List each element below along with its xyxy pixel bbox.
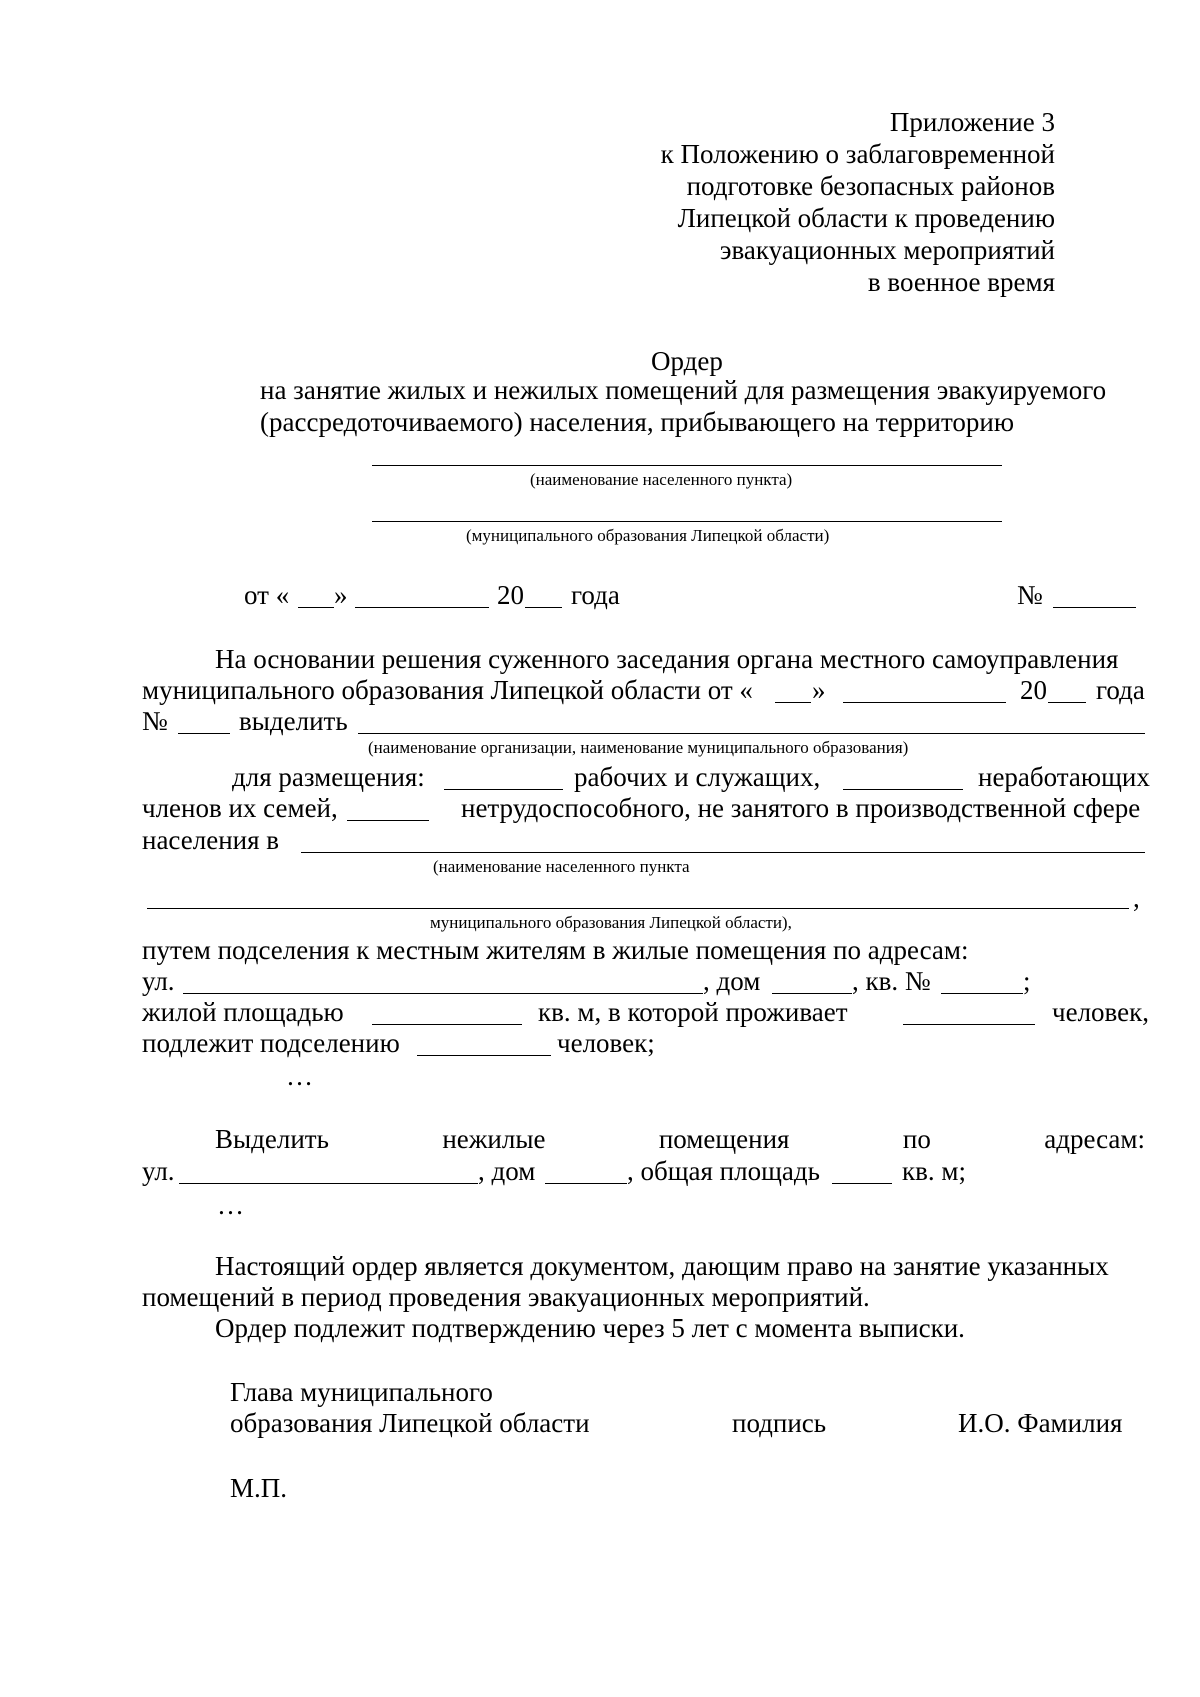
p4-line-1 [215,1123,1145,1155]
title-line-2: (рассредоточиваемого) населения, прибывающего на территорию [260,407,1015,437]
apt-blank[interactable] [941,993,1023,994]
date-from: от « [244,580,290,610]
appendix-line: Приложение 3 [889,107,1055,137]
total-area-label: , общая площадь [627,1156,820,1186]
p4-word: Выделить [215,1124,329,1154]
p2-line-2b: нетрудоспособного, не занятого в производственной сфере [461,793,1141,823]
decision-number-blank[interactable] [178,733,230,734]
apt-label: , кв. № [852,966,931,996]
street-blank[interactable] [183,993,703,994]
line-comma: , [1133,883,1140,913]
day-blank[interactable] [298,607,334,608]
month-blank[interactable] [355,607,489,608]
p1-line-2a: муниципального образования Липецкой области от « [142,675,753,705]
house-blank-2[interactable] [545,1183,627,1184]
p5-line-2: помещений в период проведения эвакуационных мероприятий. [142,1282,870,1312]
p1-line-2d: года [1096,675,1145,705]
ellipsis-1: … [286,1061,313,1091]
head-line-1: Глава муниципального [230,1377,493,1407]
decision-day-blank[interactable] [775,702,811,703]
p5-line-1: Настоящий ордер является документом, дающим право на занятие указанных [215,1251,1109,1281]
p3-line-1: путем подселения к местным жителям в жилые помещения по адресам: [142,935,969,965]
p1-line-1 [215,643,1145,675]
appendix-header [661,106,1055,298]
persons-end-label: человек; [557,1028,655,1058]
appendix-line: к Положению о заблаговременной [660,139,1055,169]
p1-line-3a: № [142,706,168,736]
street-label-2: ул. [142,1156,175,1186]
appendix-line: эвакуационных мероприятий [719,235,1055,265]
number-blank[interactable] [1053,607,1136,608]
p2-line-3a: населения в [142,825,280,855]
p1-line-2c: 20 [1020,675,1047,705]
appendix-line: Липецкой области к проведению [677,203,1055,233]
p2-line-1c: неработающих [978,762,1150,792]
municipality-blank-2[interactable] [147,908,1129,909]
p2-line-2a: членов их семей, [142,793,338,823]
house-label-2: , дом [478,1156,536,1186]
caption-municipality: (муниципального образования Липецкой области) [466,526,830,545]
caption-municipality-2: муниципального образования Липецкой области), [430,913,792,932]
decision-month-blank[interactable] [843,702,1006,703]
p2-line-1a: для размещения: [232,762,425,792]
municipality-blank[interactable] [372,521,1002,522]
document-title: Ордер [651,346,723,376]
full-name-label: И.О. Фамилия [958,1408,1123,1438]
p1-line-1-text: На основании решения суженного заседания органа местного самоуправления [215,644,1119,674]
settlement-blank-2[interactable] [301,852,1145,853]
sqm-where-label: кв. м, в которой проживает [538,997,848,1027]
street-label: ул. [142,966,175,996]
organization-blank[interactable] [358,733,1145,734]
title-line-1: на занятие жилых и нежилых помещений для размещения эвакуируемого [260,375,1107,405]
nonworking-count-blank[interactable] [843,789,963,790]
settlement-blank[interactable] [372,465,1002,466]
house-label: , дом [703,966,761,996]
street-blank-2[interactable] [179,1183,478,1184]
signature-label: подпись [732,1408,827,1438]
semicolon: ; [1023,966,1031,996]
p1-line-3b: выделить [239,706,348,736]
residents-blank[interactable] [903,1024,1035,1025]
number-sign: № [1017,580,1043,610]
p4-word: по [902,1124,931,1154]
living-area-blank[interactable] [372,1024,522,1025]
caption-settlement-2: (наименование населенного пункта [433,857,690,876]
caption-organization: (наименование организации, наименование муниципального образования) [368,738,909,757]
year-blank[interactable] [525,607,562,608]
house-blank[interactable] [772,993,852,994]
appendix-line: в военное время [867,267,1055,297]
year-prefix: 20 [497,580,524,610]
total-area-blank[interactable] [832,1183,892,1184]
p6-line: Ордер подлежит подтверждению через 5 лет с момента выписки. [215,1313,965,1343]
family-count-blank[interactable] [347,820,429,821]
sqm-end-label: кв. м; [902,1156,966,1186]
appendix-line: подготовке безопасных районов [686,171,1055,201]
to-settle-label: подлежит подселению [142,1028,400,1058]
year-word: года [571,580,620,610]
ellipsis-2: … [217,1190,244,1220]
p4-word: помещения [658,1124,790,1154]
workers-count-blank[interactable] [444,789,563,790]
p4-word: нежилые [442,1124,546,1154]
to-settle-blank[interactable] [417,1055,551,1056]
p1-line-2b: » [812,675,826,705]
decision-year-blank[interactable] [1048,702,1086,703]
p4-word: адресам: [1044,1124,1145,1154]
living-area-label: жилой площадью [142,997,344,1027]
p2-line-1b: рабочих и служащих, [574,762,821,792]
seal-label: М.П. [230,1473,288,1503]
caption-settlement: (наименование населенного пункта) [530,470,793,489]
date-close-quote: » [334,580,348,610]
head-line-2: образования Липецкой области [230,1408,590,1438]
persons-label: человек, [1052,997,1149,1027]
